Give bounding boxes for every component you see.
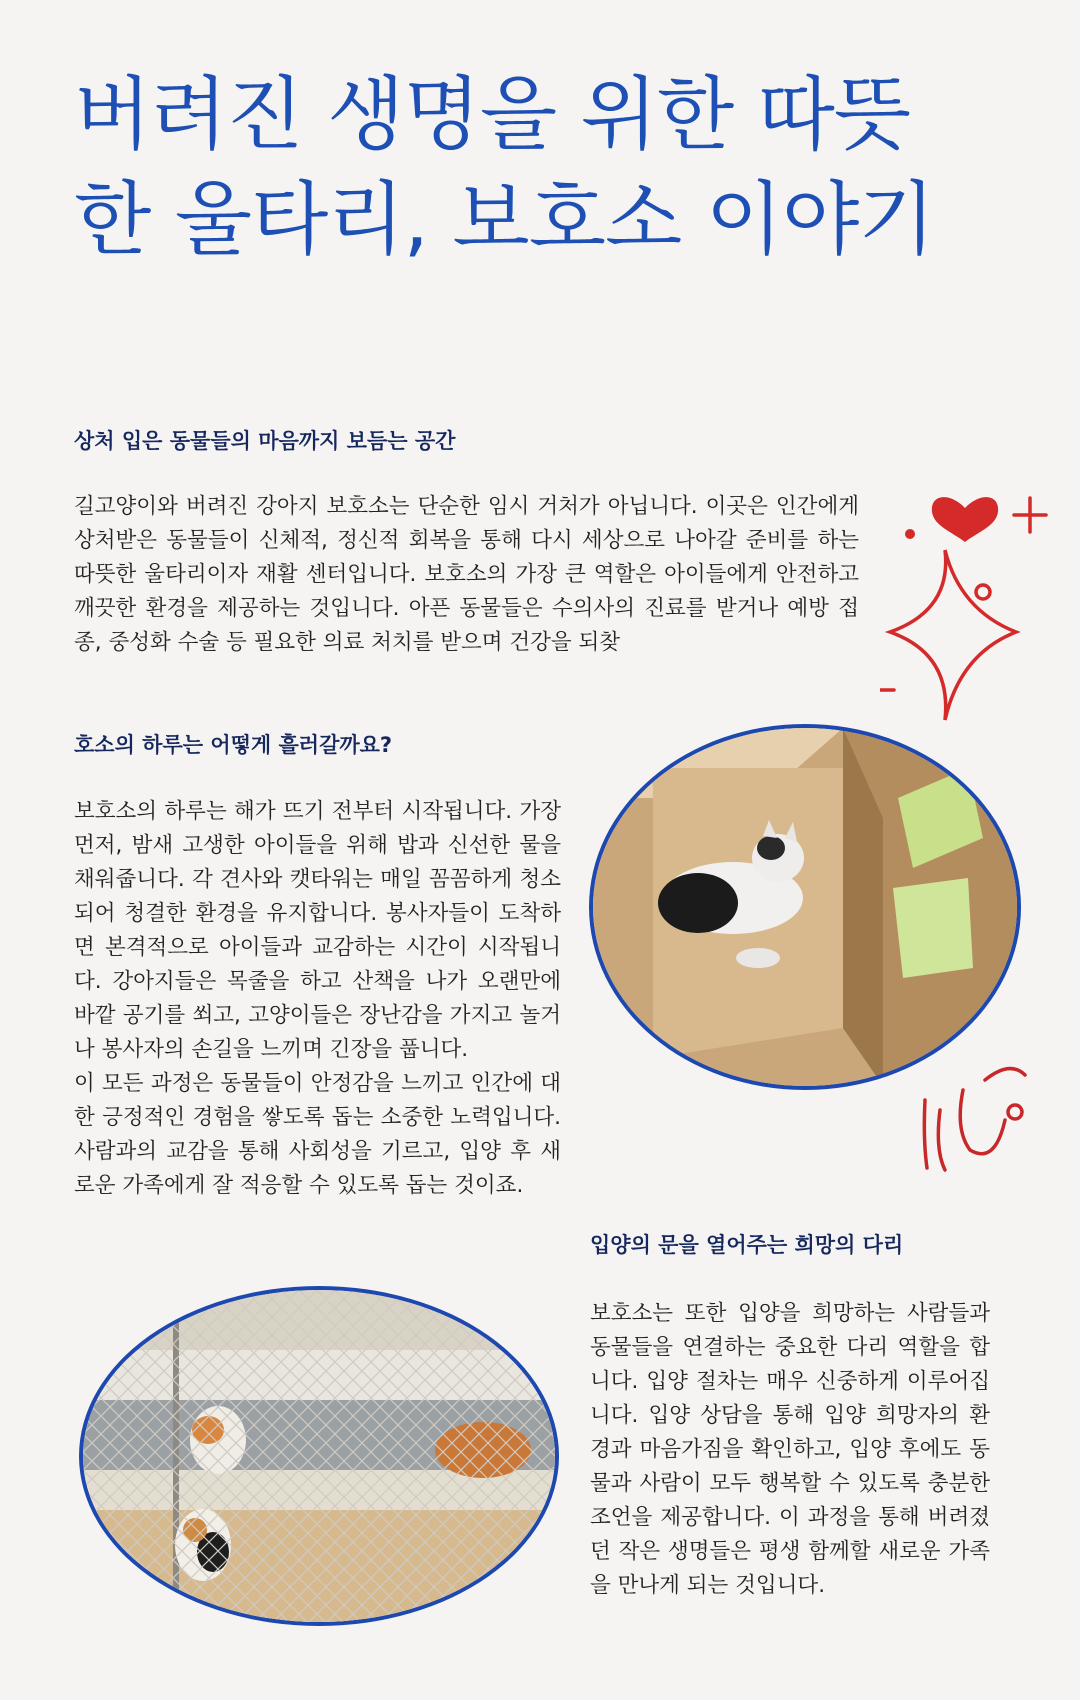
section1-heading: 상처 입은 동물들의 마음까지 보듬는 공간 xyxy=(74,429,456,453)
section2-heading: 호소의 하루는 어떻게 흘러갈까요? xyxy=(74,733,393,757)
section3-body: 보호소는 또한 입양을 희망하는 사람들과 동물들을 연결하는 중요한 다리 역할을 합니다. 입양 절차는 매우 신중하게 이루어집니다. 입양 상담을 통해 입양 희망자의 환경과 마음가짐을 확인하고, 입양 후에도 동물과 사람이 모두 행복할 수 있도록 충분한 조언을 제공합니다. 이 과정을 통해 버려졌던 작은 생명들은 평생 함께할 새로운 가족을 만나게 되는 것입니다. xyxy=(590,1301,990,1598)
swirl-doodle-icon xyxy=(915,1050,1035,1180)
section1-body: 길고양이와 버려진 강아지 보호소는 단순한 임시 거처가 아닙니다. 이곳은 인간에게 상처받은 동물들이 신체적, 정신적 회복을 통해 다시 세상으로 나아갈 준비를 하는 따뜻한 울타리이자 재활 센터입니다. 보호소의 가장 큰 역할은 아이들에게 안전하고 깨끗한 환경을 제공하는 것입니다. 아픈 동물들은 수의사의 진료를 받거나 예방 접종, 중성화 수술 등 필요한 의료 처치를 받으며 건강을 되찾 xyxy=(74,494,859,655)
section2-body: 보호소의 하루는 해가 뜨기 전부터 시작됩니다. 가장 먼저, 밤새 고생한 아이들을 위해 밥과 신선한 물을 채워줍니다. 각 견사와 캣타워는 매일 꼼꼼하게 청소되어 청결한 환경을 유지합니다. 봉사자들이 도착하면 본격적으로 아이들과 교감하는 시간이 시작됩니다. 강아지들은 목줄을 하고 산책을 나가 오랜만에 바깥 공기를 쐬고, 고양이들은 장난감을 가지고 놀거나 봉사자의 손길을 느끼며 긴장을 풉니다. 이 모든 과정은 동물들이 안정감을 느끼고 인간에 대한 긍정적인 경험을 쌓도록 돕는 소중한 노력입니다. 사람과의 교감을 통해 사회성을 기르고, 입양 후 새로운 가족에게 잘 적응할 수 있도록 돕는 것이죠. xyxy=(74,799,561,1198)
cats-behind-fence-photo xyxy=(79,1286,559,1626)
kitten-in-box-photo xyxy=(589,724,1021,1090)
heart-icon xyxy=(932,497,998,542)
dot-icon xyxy=(905,529,915,539)
page-title: 버려진 생명을 위한 따뜻한 울타리, 보호소 이야기 xyxy=(74,68,935,266)
doodle-decorations xyxy=(880,470,1060,740)
section3-heading: 입양의 문을 열어주는 희망의 다리 xyxy=(590,1233,904,1257)
